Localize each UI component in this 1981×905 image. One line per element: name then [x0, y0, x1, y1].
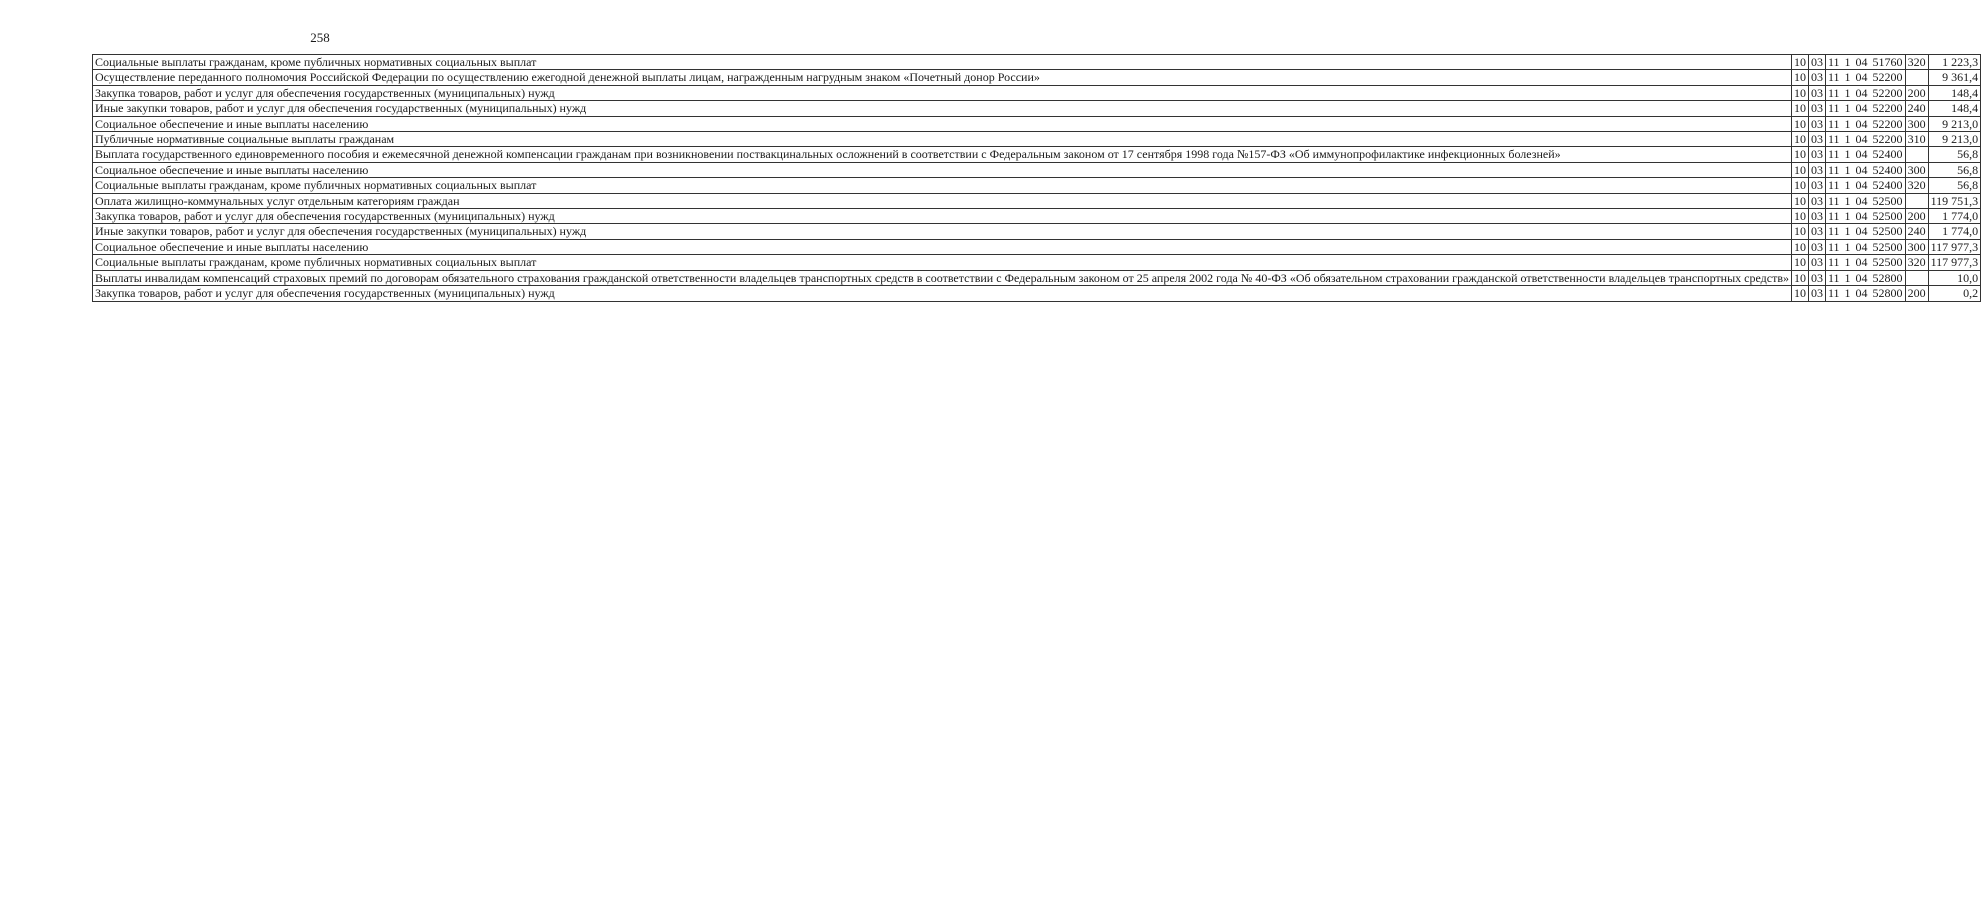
subsection-code: 03 [1809, 270, 1826, 285]
item-name: Иные закупки товаров, работ и услуг для обеспечения государственных (муниципальных) нужд [93, 224, 1792, 239]
section-code: 10 [1792, 55, 1809, 70]
item-name: Публичные нормативные социальные выплаты гражданам [93, 132, 1792, 147]
amount: 9 361,4 [1928, 70, 1981, 85]
target-article-code-text: 11 1 04 52500 [1828, 193, 1903, 208]
target-article-code [1826, 132, 1906, 147]
section-code: 10 [1792, 224, 1809, 239]
expense-type-code: 200 [1905, 209, 1928, 224]
item-name: Социальное обеспечение и иные выплаты населению [93, 239, 1792, 254]
target-article-code-text: 11 1 04 52200 [1828, 70, 1903, 85]
table-row [93, 101, 1981, 116]
amount: 0,2 [1928, 286, 1981, 301]
expense-type-code: 300 [1905, 116, 1928, 131]
target-article-code-text: 11 1 04 52800 [1828, 270, 1903, 285]
section-code: 10 [1792, 178, 1809, 193]
item-name: Иные закупки товаров, работ и услуг для обеспечения государственных (муниципальных) нужд [93, 101, 1792, 116]
target-article-code [1826, 209, 1906, 224]
section-code: 10 [1792, 116, 1809, 131]
subsection-code: 03 [1809, 178, 1826, 193]
target-article-code-text: 11 1 04 52200 [1828, 101, 1903, 116]
section-code: 10 [1792, 70, 1809, 85]
item-name: Выплата государственного единовременного пособия и ежемесячной денежной компенсации гражданам при возникновении поствакцинальных осложнений в соответствии с Федеральным законом от 17 сентября 1998 года №157-ФЗ «Об иммунопрофилактике инфекционных болезней» [93, 147, 1792, 162]
expense-type-code: 240 [1905, 101, 1928, 116]
target-article-code-text: 11 1 04 52400 [1828, 162, 1903, 177]
item-name: Выплаты инвалидам компенсаций страховых премий по договорам обязательного страхования гражданской ответственности владельцев транспортных средств в соответствии с Федеральным законом от 25 апреля 2002 года № 40-ФЗ «Об обязательном страховании гражданской ответственности владельцев транспортных средств» [93, 270, 1792, 285]
item-name: Социальное обеспечение и иные выплаты населению [93, 162, 1792, 177]
amount: 119 751,3 [1928, 193, 1981, 208]
target-article-code-text: 11 1 04 52500 [1828, 209, 1903, 224]
amount: 56,8 [1928, 147, 1981, 162]
target-article-code-text: 11 1 04 52200 [1828, 132, 1903, 147]
section-code: 10 [1792, 270, 1809, 285]
target-article-code [1826, 85, 1906, 100]
expense-type-code: 320 [1905, 55, 1928, 70]
expense-type-code [1905, 70, 1928, 85]
amount: 10,0 [1928, 270, 1981, 285]
budget-table [92, 54, 1981, 302]
amount: 1 774,0 [1928, 224, 1981, 239]
table-row [93, 147, 1981, 162]
section-code: 10 [1792, 193, 1809, 208]
target-article-code [1826, 70, 1906, 85]
amount: 9 213,0 [1928, 132, 1981, 147]
section-code: 10 [1792, 255, 1809, 270]
amount: 56,8 [1928, 178, 1981, 193]
expense-type-code: 320 [1905, 178, 1928, 193]
expense-type-code [1905, 193, 1928, 208]
expense-type-code [1905, 270, 1928, 285]
target-article-code-text: 11 1 04 52200 [1828, 116, 1903, 131]
target-article-code [1826, 270, 1906, 285]
target-article-code [1826, 255, 1906, 270]
target-article-code [1826, 224, 1906, 239]
page-number: 258 [310, 30, 330, 45]
item-name: Социальные выплаты гражданам, кроме публичных нормативных социальных выплат [93, 178, 1792, 193]
target-article-code-text: 11 1 04 51760 [1828, 55, 1903, 69]
target-article-code [1826, 178, 1906, 193]
subsection-code: 03 [1809, 55, 1826, 70]
table-row [93, 209, 1981, 224]
section-code: 10 [1792, 85, 1809, 100]
amount: 117 977,3 [1928, 239, 1981, 254]
target-article-code [1826, 147, 1906, 162]
target-article-code [1826, 286, 1906, 301]
subsection-code: 03 [1809, 101, 1826, 116]
table-row [93, 255, 1981, 270]
item-name: Осуществление переданного полномочия Российской Федерации по осуществлению ежегодной денежной выплаты лицам, награжденным нагрудным знаком «Почетный донор России» [93, 70, 1792, 85]
expense-type-code: 310 [1905, 132, 1928, 147]
target-article-code [1826, 162, 1906, 177]
table-row [93, 270, 1981, 285]
section-code: 10 [1792, 132, 1809, 147]
table-row [93, 85, 1981, 100]
section-code: 10 [1792, 147, 1809, 162]
item-name: Закупка товаров, работ и услуг для обеспечения государственных (муниципальных) нужд [93, 209, 1792, 224]
amount: 1 774,0 [1928, 209, 1981, 224]
item-name: Оплата жилищно-коммунальных услуг отдельным категориям граждан [93, 193, 1792, 208]
table-row [93, 224, 1981, 239]
subsection-code: 03 [1809, 116, 1826, 131]
target-article-code-text: 11 1 04 52400 [1828, 147, 1903, 162]
expense-type-code: 320 [1905, 255, 1928, 270]
subsection-code: 03 [1809, 147, 1826, 162]
subsection-code: 03 [1809, 193, 1826, 208]
target-article-code-text: 11 1 04 52800 [1828, 286, 1903, 301]
item-name: Социальные выплаты гражданам, кроме публичных нормативных социальных выплат [93, 55, 1792, 70]
expense-type-code: 200 [1905, 286, 1928, 301]
target-article-code [1826, 55, 1906, 70]
target-article-code-text: 11 1 04 52200 [1828, 85, 1903, 100]
expense-type-code: 300 [1905, 162, 1928, 177]
table-row [93, 193, 1981, 208]
target-article-code [1826, 101, 1906, 116]
amount: 56,8 [1928, 162, 1981, 177]
target-article-code-text: 11 1 04 52400 [1828, 178, 1903, 193]
item-name: Социальные выплаты гражданам, кроме публичных нормативных социальных выплат [93, 255, 1792, 270]
amount: 1 223,3 [1928, 55, 1981, 70]
target-article-code-text: 11 1 04 52500 [1828, 224, 1903, 239]
target-article-code-text: 11 1 04 52500 [1828, 255, 1903, 270]
budget-table-body [93, 55, 1981, 302]
section-code: 10 [1792, 286, 1809, 301]
subsection-code: 03 [1809, 162, 1826, 177]
expense-type-code: 200 [1905, 85, 1928, 100]
table-row [93, 116, 1981, 131]
subsection-code: 03 [1809, 85, 1826, 100]
section-code: 10 [1792, 239, 1809, 254]
amount: 117 977,3 [1928, 255, 1981, 270]
amount: 148,4 [1928, 85, 1981, 100]
table-row [93, 286, 1981, 301]
table-row [93, 70, 1981, 85]
amount: 9 213,0 [1928, 116, 1981, 131]
subsection-code: 03 [1809, 224, 1826, 239]
subsection-code: 03 [1809, 255, 1826, 270]
item-name: Социальное обеспечение и иные выплаты населению [93, 116, 1792, 131]
target-article-code [1826, 193, 1906, 208]
table-row [93, 132, 1981, 147]
subsection-code: 03 [1809, 239, 1826, 254]
target-article-code [1826, 116, 1906, 131]
item-name: Закупка товаров, работ и услуг для обеспечения государственных (муниципальных) нужд [93, 286, 1792, 301]
table-row [93, 239, 1981, 254]
target-article-code [1826, 239, 1906, 254]
section-code: 10 [1792, 101, 1809, 116]
expense-type-code [1905, 147, 1928, 162]
section-code: 10 [1792, 162, 1809, 177]
subsection-code: 03 [1809, 286, 1826, 301]
item-name: Закупка товаров, работ и услуг для обеспечения государственных (муниципальных) нужд [93, 85, 1792, 100]
table-row [93, 178, 1981, 193]
expense-type-code: 300 [1905, 239, 1928, 254]
table-row [93, 162, 1981, 177]
subsection-code: 03 [1809, 209, 1826, 224]
subsection-code: 03 [1809, 70, 1826, 85]
subsection-code: 03 [1809, 132, 1826, 147]
amount: 148,4 [1928, 101, 1981, 116]
expense-type-code: 240 [1905, 224, 1928, 239]
table-row [93, 55, 1981, 70]
target-article-code-text: 11 1 04 52500 [1828, 239, 1903, 254]
section-code: 10 [1792, 209, 1809, 224]
